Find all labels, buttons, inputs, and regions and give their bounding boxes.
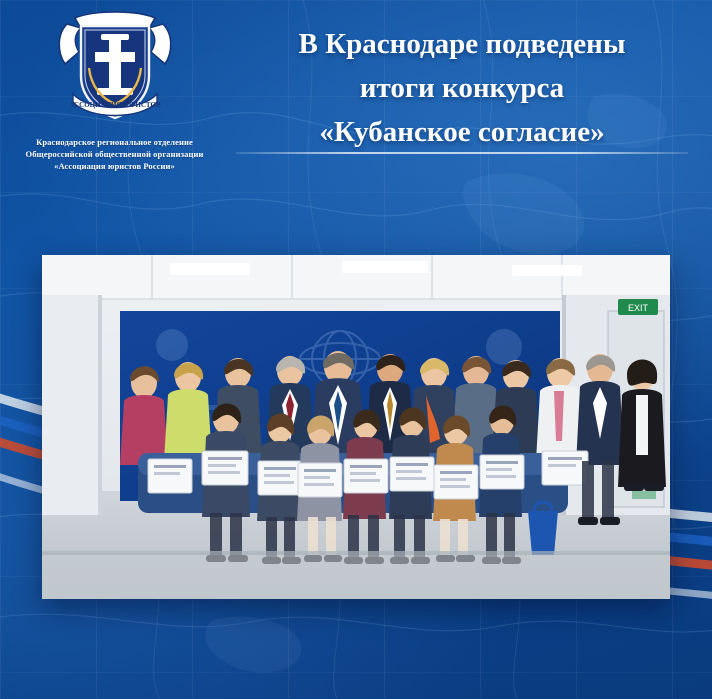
emblem-block	[12, 8, 217, 172]
svg-text:EXIT: EXIT	[627, 303, 649, 313]
headline-divider	[236, 152, 688, 154]
svg-text:АССОЦИАЦИЯ ЮРИСТОВ: АССОЦИАЦИЯ ЮРИСТОВ	[68, 101, 161, 109]
headline-line-3: «Кубанское согласие»	[319, 116, 605, 148]
emblem-caption-line-3: «Ассоциация юристов России»	[54, 161, 175, 171]
emblem-caption-line-1: Краснодарское региональное отделение	[36, 137, 193, 147]
headline-line-1: В Краснодаре подведены	[298, 28, 626, 60]
emblem-caption	[12, 136, 217, 172]
association-emblem-icon	[51, 8, 179, 126]
emblem-caption-line-2: Общероссийской общественной организации	[25, 149, 204, 159]
page-title	[228, 22, 696, 154]
group-photo	[42, 255, 670, 599]
headline-line-2: итоги конкурса	[359, 72, 565, 104]
